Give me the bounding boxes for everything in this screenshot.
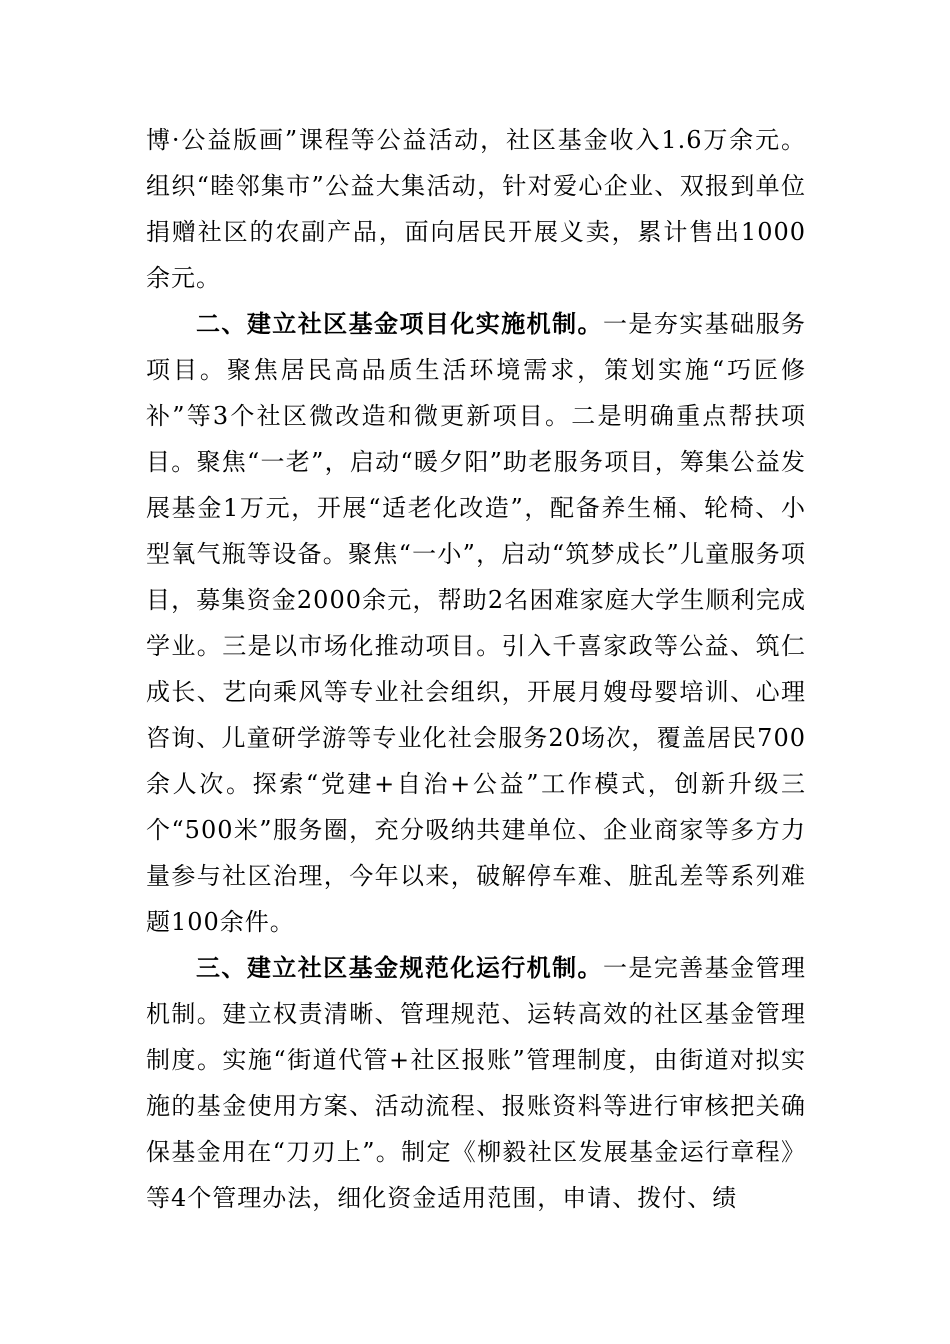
paragraph-body: 博·公益版画”课程等公益活动，社区基金收入1.6万余元。组织“睦邻集市”公益大集活动，针对爱心企业、双报到单位捐赠社区的农副产品，面向居民开展义卖，累计售出1000余元。 (146, 126, 806, 292)
paragraph-section-three (146, 945, 806, 1221)
section-heading: 二、建立社区基金项目化实施机制。 (196, 309, 603, 338)
paragraph-body: 一是夯实基础服务项目。聚焦居民高品质生活环境需求，策划实施“巧匠修补”等3个社区微改造和微更新项目。二是明确重点帮扶项目。聚焦“一老”，启动“暖夕阳”助老服务项目，筹集公益发展基金1万元，开展“适老化改造”，配备养生桶、轮椅、小型氧气瓶等设备。聚焦“一小”，启动“筑梦成长”儿童服务项目，募集资金2000余元，帮助2名困难家庭大学生顺利完成学业。三是以市场化推动项目。引入千喜家政等公益、筑仁成长、艺向乘风等专业社会组织，开展月嫂母婴培训、心理咨询、儿童研学游等专业化社会服务20场次，覆盖居民700余人次。探索“党建+自治+公益”工作模式，创新升级三个“500米”服务圈，充分吸纳共建单位、企业商家等多方力量参与社区治理，今年以来，破解停车难、脏乱差等系列难题100余件。 (146, 310, 807, 936)
section-heading: 三、建立社区基金规范化运行机制。 (196, 953, 603, 982)
paragraph-section-two (146, 301, 806, 945)
document-page (146, 117, 806, 1221)
paragraph-continuation (146, 117, 806, 301)
paragraph-body: 一是完善基金管理机制。建立权责清晰、管理规范、运转高效的社区基金管理制度。实施“街道代管+社区报账”管理制度，由街道对拟实施的基金使用方案、活动流程、报账资料等进行审核把关确保基金用在“刀刃上”。制定《柳毅社区发展基金运行章程》等4个管理办法，细化资金适用范围，申请、拨付、绩 (146, 954, 807, 1212)
